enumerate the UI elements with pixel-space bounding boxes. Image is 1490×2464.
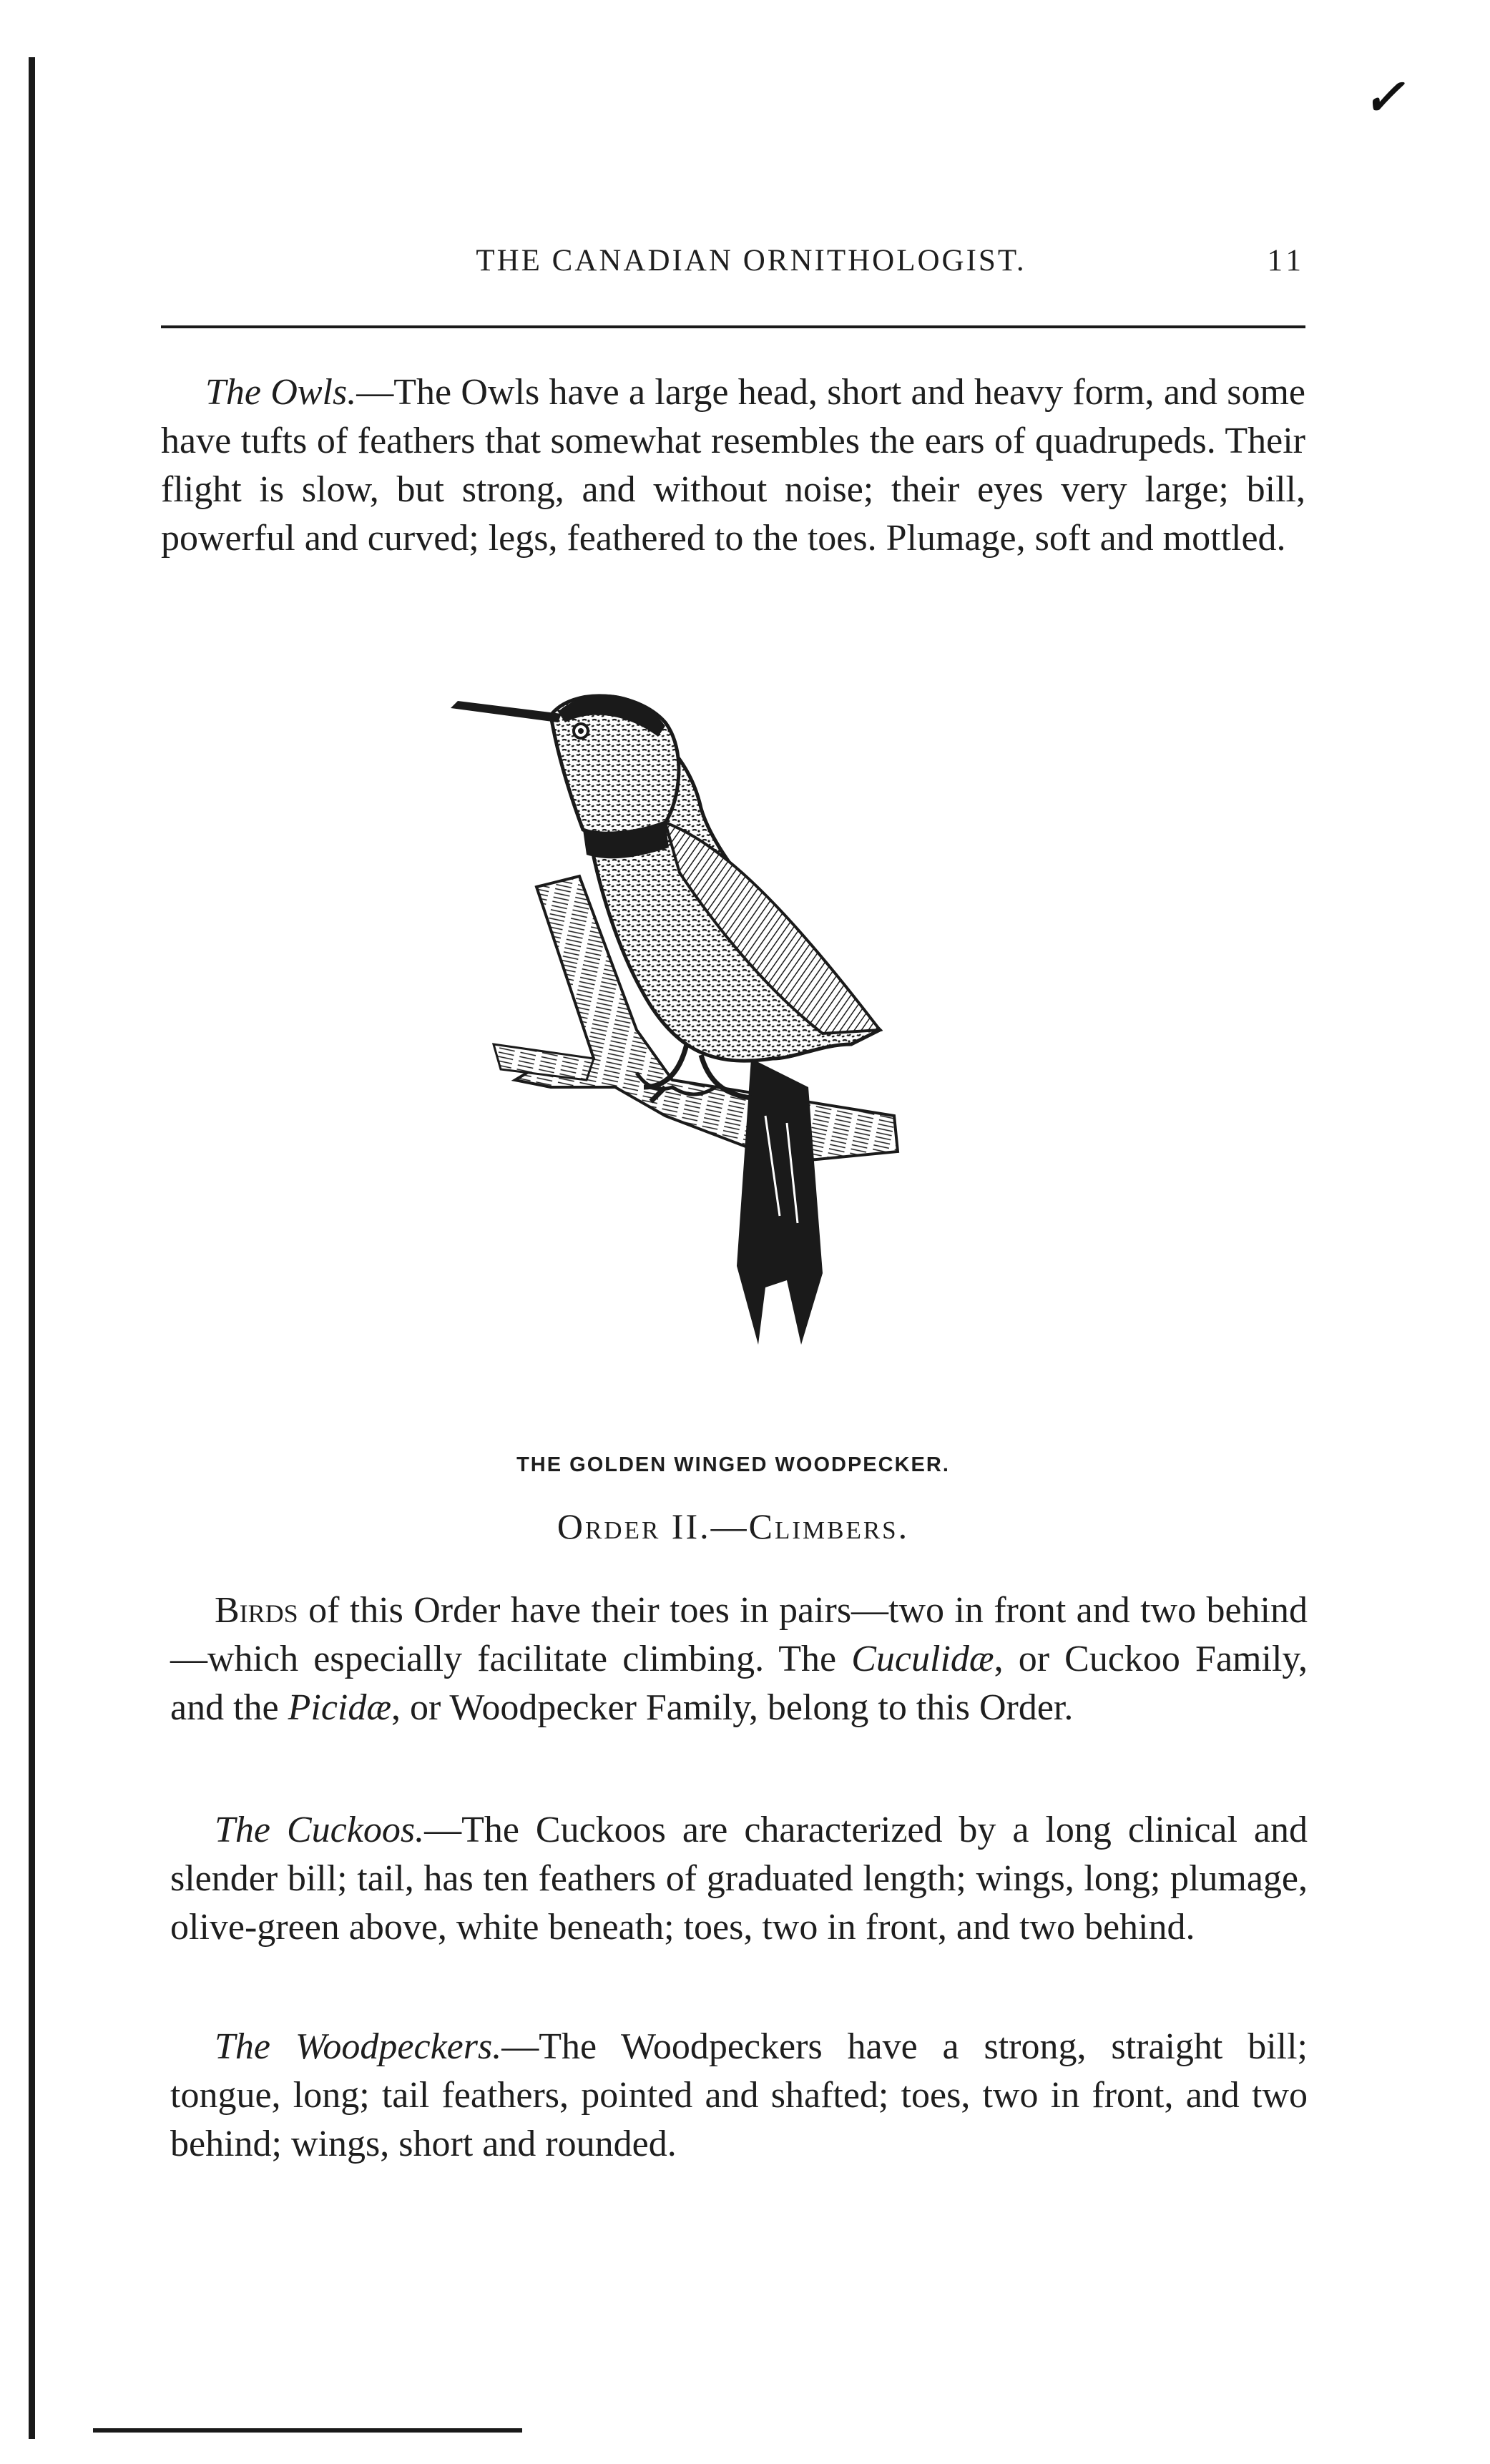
running-head [161,243,1341,286]
climbers-text-1: of this Order have their toes in pairs—two in front and two behind—which especially facilitate climbing. The [170,1590,1308,1679]
owls-text: —The Owls have a large head, short and heavy form, and some have tufts of feathers that somewhat resembles the ears of quadrupeds. Their flight is slow, but strong, and without noise; their eyes very large; bill, powerful and curved; legs, feathered to the toes. Plumage, soft and mottled. [161,372,1305,559]
woodpecker-engraving-icon [451,658,1037,1409]
corner-check-mark: ✓ [1363,71,1405,126]
family-cuculidae: Cuculidæ [851,1639,994,1679]
family-picidae: Picidæ [288,1687,392,1728]
owls-lead: The Owls. [205,372,357,413]
climbers-paragraph [170,1586,1308,1732]
woodpeckers-text: —The Woodpeckers have a strong, straight bill; tongue, long; tail feathers, pointed and shafted; toes, two in front, and two behind; wings, short and rounded. [170,2026,1308,2164]
figure-caption: THE GOLDEN WINGED WOODPECKER. [516,1453,950,1476]
header-rule [161,325,1305,328]
page-number: 11 [1267,244,1305,278]
running-head-title: THE CANADIAN ORNITHOLOGIST. [476,244,1026,278]
left-margin-rule [29,57,35,2439]
climbers-lead: Birds [215,1590,298,1631]
owls-paragraph [161,368,1305,563]
climbers-text-2: , or Cuckoo Family, and the [170,1639,1308,1728]
order-heading: Order II.—Climbers. [557,1506,910,1546]
climbers-text-3: , or Woodpecker Family, belong to this Order. [391,1687,1074,1728]
cuckoos-text: —The Cuckoos are characterized by a long clinical and slender bill; tail, has ten feathers of graduated length; wings, long; plumage, olive-green above, white beneath; toes, two in front, and two behind. [170,1810,1308,1948]
woodpeckers-lead: The Woodpeckers. [215,2026,502,2067]
woodpeckers-paragraph [170,2023,1308,2169]
cuckoos-lead: The Cuckoos. [215,1810,425,1850]
bottom-rule [93,2428,522,2433]
cuckoos-paragraph [170,1806,1308,1952]
